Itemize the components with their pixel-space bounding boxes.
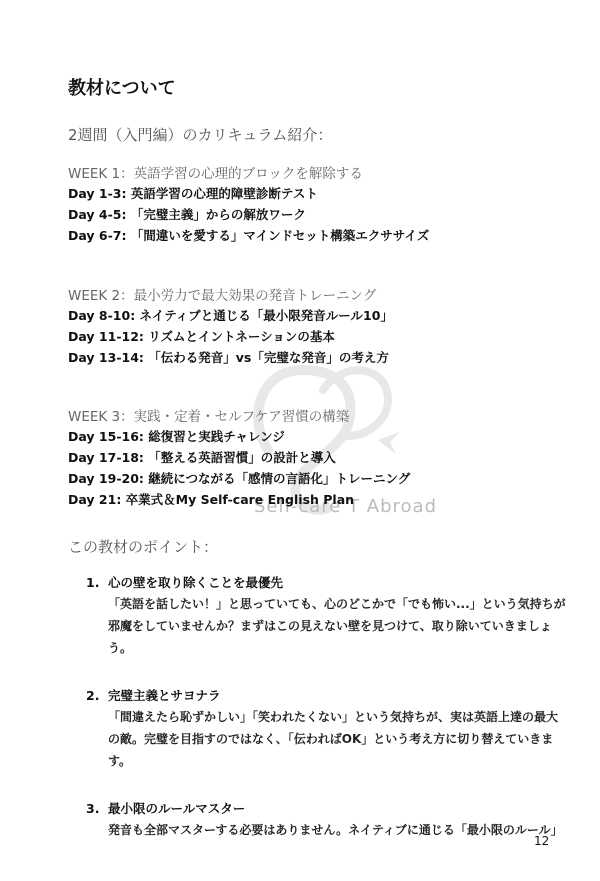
point-item [86, 798, 566, 841]
week-1-title: WEEK 1：英語学習の心理的ブロックを解除する [68, 166, 363, 182]
point-body: 「英語を話したい！」と思っていても、心のどこかで「でも怖い...」という気持ちが邪魔をしていませんか？まずはこの見えない壁を見つけて、取り除いていきましょう。 [108, 597, 566, 655]
watermark-text: Self-care T Abroad [254, 496, 438, 517]
point-body: 発音も全部マスターする必要はありません。ネイティブに通じる「最小限のルール」 [108, 823, 563, 837]
curriculum-heading: 2週間（入門編）のカリキュラム紹介： [68, 126, 333, 144]
week-2-title: WEEK 2：最小労力で最大効果の発音トレーニング [68, 288, 377, 304]
point-title: 完璧主義とサヨナラ [108, 688, 221, 703]
point-item [86, 572, 566, 659]
point-item [86, 685, 566, 772]
list-item: Day 11-12: リズムとイントネーションの基本 [68, 329, 335, 344]
list-item: Day 17-18: 「整える英語習慣」の設計と導入 [68, 450, 336, 465]
week-3-title: WEEK 3：実践・定着・セルフケア習慣の構築 [68, 409, 350, 425]
week-1-days [68, 183, 429, 246]
point-number: 3. [86, 801, 100, 816]
point-title: 最小限のルールマスター [108, 801, 246, 816]
point-number: 1. [86, 575, 100, 590]
list-item: Day 13-14: 「伝わる発音」vs「完璧な発音」の考え方 [68, 350, 389, 365]
list-item: Day 21: 卒業式＆My Self-care English Plan [68, 492, 355, 507]
list-item: Day 1-3: 英語学習の心理的障壁診断テスト [68, 186, 318, 201]
points-heading: この教材のポイント： [68, 538, 219, 556]
list-item: Day 4-5: 「完璧主義」からの解放ワーク [68, 207, 306, 222]
page-title: 教材について [68, 78, 176, 99]
list-item: Day 6-7: 「間違いを愛する」マインドセット構築エクササイズ [68, 228, 430, 243]
point-title: 心の壁を取り除くことを最優先 [108, 575, 284, 590]
list-item: Day 19-20: 継続につながる「感情の言語化」トレーニング [68, 471, 411, 486]
list-item: Day 15-16: 総復習と実践チャレンジ [68, 429, 285, 444]
list-item: Day 8-10: ネイティブと通じる「最小限発音ルール10」 [68, 308, 393, 323]
point-number: 2. [86, 688, 100, 703]
week-2-days [68, 305, 393, 368]
week-3-days [68, 426, 410, 510]
page-number: 12 [534, 834, 550, 848]
points-list [86, 572, 566, 867]
point-body: 「間違えたら恥ずかしい」「笑われたくない」という気持ちが、実は英語上達の最大の敵。完璧を目指すのではなく、「伝わればOK」という考え方に切り替えていきます。 [108, 710, 559, 768]
